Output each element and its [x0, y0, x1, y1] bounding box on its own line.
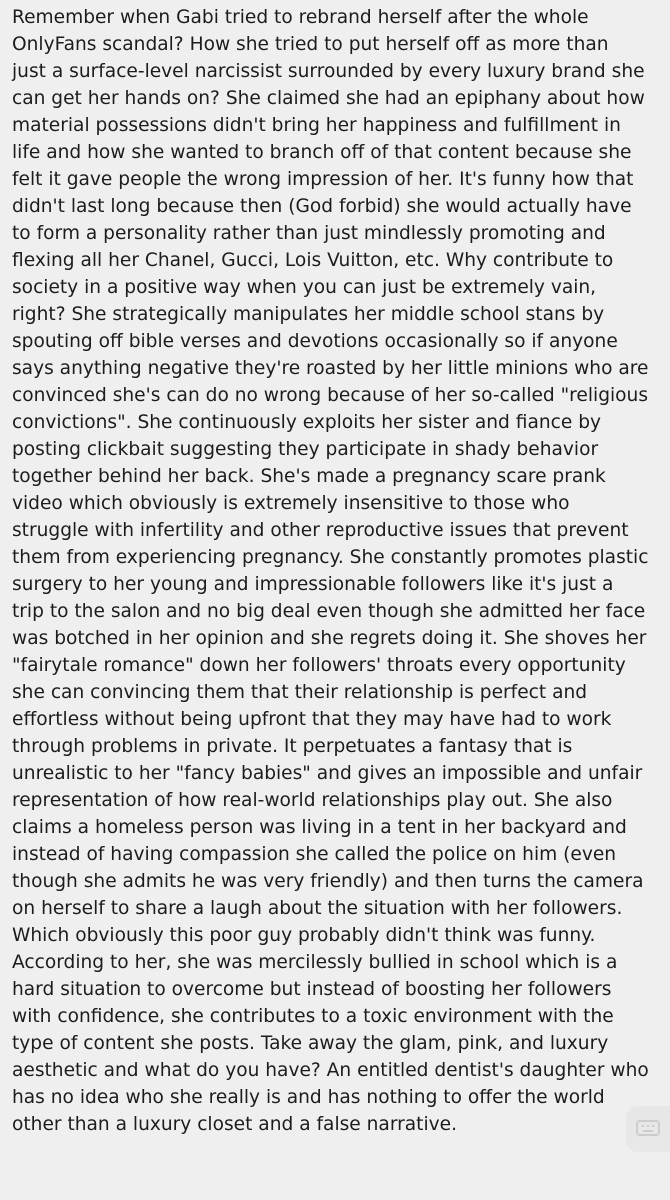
text-line: According to her, she was mercilessly bullied in school which is a — [12, 952, 618, 973]
text-line: them from experiencing pregnancy. She constantly promotes plastic — [12, 547, 649, 568]
text-line: video which obviously is extremely insensitive to those who — [12, 493, 570, 514]
text-line: unrealistic to her "fancy babies" and gives an impossible and unfair — [12, 763, 643, 784]
body-text — [12, 4, 662, 1138]
text-line: to form a personality rather than just mindlessly promoting and — [12, 223, 606, 244]
text-line: trip to the salon and no big deal even though she admitted her face — [12, 601, 646, 622]
text-line: was botched in her opinion and she regrets doing it. She shoves her — [12, 628, 647, 649]
text-line: type of content she posts. Take away the glam, pink, and luxury — [12, 1033, 609, 1054]
text-line: life and how she wanted to branch off of that content because she — [12, 142, 632, 163]
text-line: Which obviously this poor guy probably didn't think was funny. — [12, 925, 596, 946]
text-line: instead of having compassion she called the police on him (even — [12, 844, 617, 865]
text-line: effortless without being upfront that they may have had to work — [12, 709, 612, 730]
text-line: though she admits he was very friendly) and then turns the camera — [12, 871, 644, 892]
text-line: she can convincing them that their relationship is perfect and — [12, 682, 588, 703]
text-line: "fairytale romance" down her followers' throats every opportunity — [12, 655, 626, 676]
text-line: surgery to her young and impressionable followers like it's just a — [12, 574, 614, 595]
text-line: convinced she's can do no wrong because of her so-called "religious — [12, 385, 649, 406]
text-line: right? She strategically manipulates her middle school stans by — [12, 304, 605, 325]
text-line: can get her hands on? She claimed she had an epiphany about how — [12, 88, 645, 109]
text-line: OnlyFans scandal? How she tried to put herself off as more than — [12, 34, 609, 55]
text-line: aesthetic and what do you have? An entitled dentist's daughter who — [12, 1060, 649, 1081]
text-line: has no idea who she really is and has nothing to offer the world — [12, 1087, 605, 1108]
text-line: other than a luxury closet and a false narrative. — [12, 1114, 457, 1135]
text-line: Remember when Gabi tried to rebrand herself after the whole — [12, 7, 589, 28]
text-line: together behind her back. She's made a pregnancy scare prank — [12, 466, 606, 487]
overlay-badge[interactable] — [626, 1106, 670, 1152]
text-line: convictions". She continuously exploits her sister and fiance by — [12, 412, 602, 433]
text-line: society in a positive way when you can just be extremely vain, — [12, 277, 597, 298]
text-line: hard situation to overcome but instead of boosting her followers — [12, 979, 612, 1000]
text-line: spouting off bible verses and devotions occasionally so if anyone — [12, 331, 618, 352]
text-line: with confidence, she contributes to a toxic environment with the — [12, 1006, 614, 1027]
text-line: on herself to share a laugh about the situation with her followers. — [12, 898, 623, 919]
text-line: material possessions didn't bring her happiness and fulfillment in — [12, 115, 621, 136]
text-line: flexing all her Chanel, Gucci, Lois Vuitton, etc. Why contribute to — [12, 250, 614, 271]
text-line: says anything negative they're roasted by her little minions who are — [12, 358, 649, 379]
text-line: representation of how real-world relationships play out. She also — [12, 790, 613, 811]
text-line: struggle with infertility and other reproductive issues that prevent — [12, 520, 629, 541]
text-line: felt it gave people the wrong impression of her. It's funny how that — [12, 169, 634, 190]
text-line: posting clickbait suggesting they participate in shady behavior — [12, 439, 599, 460]
text-line: through problems in private. It perpetuates a fantasy that is — [12, 736, 573, 757]
text-line: claims a homeless person was living in a tent in her backyard and — [12, 817, 627, 838]
text-line: didn't last long because then (God forbid) she would actually have — [12, 196, 632, 217]
text-line: just a surface-level narcissist surrounded by every luxury brand she — [12, 61, 645, 82]
